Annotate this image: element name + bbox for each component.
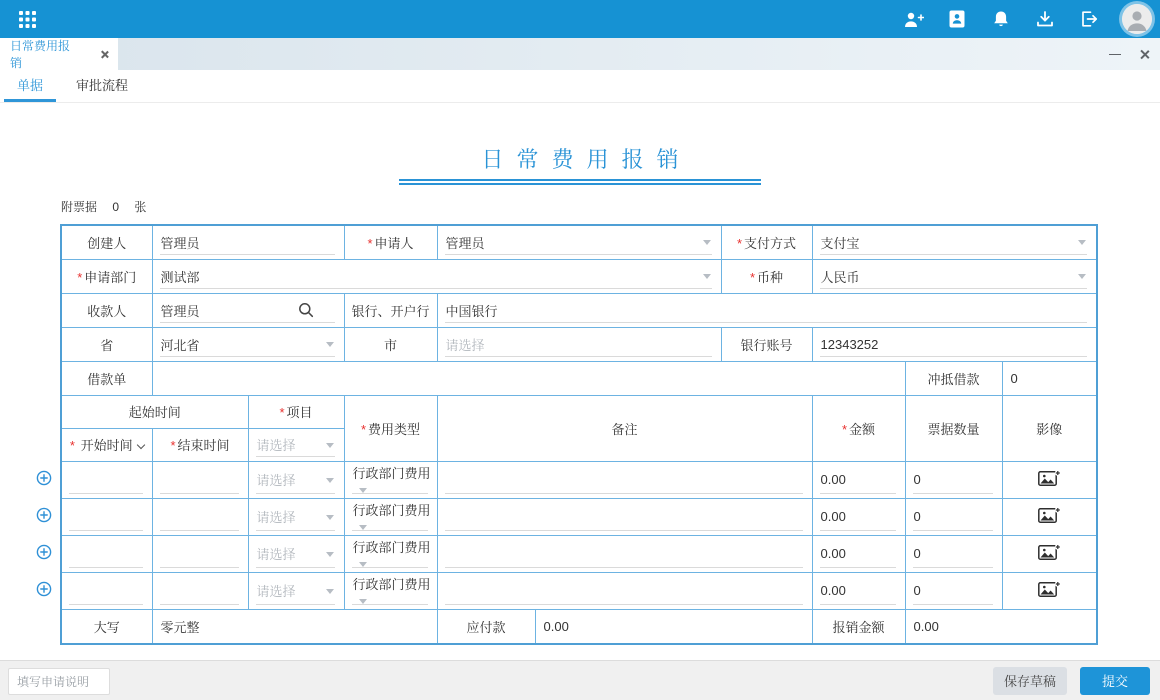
start-time-header: * 开始时间 [61, 428, 152, 461]
chevron-down-icon [326, 515, 334, 520]
project-filter-select[interactable]: 请选择 [248, 428, 344, 461]
expense-row [61, 498, 1097, 535]
payable-value: 0.00 [535, 609, 812, 644]
payable-label: 应付款 [437, 609, 535, 644]
city-select[interactable]: 请选择 [437, 327, 721, 361]
contacts-book-icon[interactable] [946, 9, 968, 29]
document-tab[interactable] [0, 38, 118, 70]
amount-header: * 金额 [812, 395, 905, 461]
attachment-label: 附票据 [61, 200, 98, 214]
submit-button[interactable]: 提交 [1080, 667, 1150, 695]
loan-offset-label: 冲抵借款 [905, 361, 1002, 395]
add-row-button[interactable] [36, 544, 52, 560]
active-tab-indicator [4, 99, 56, 102]
loan-offset-field[interactable]: 0 [1002, 361, 1097, 395]
end-time-input[interactable] [152, 498, 248, 535]
top-bar [0, 0, 1160, 38]
expense-row [61, 572, 1097, 609]
expense-row [61, 535, 1097, 572]
bank-field[interactable]: 中国银行 [437, 293, 1097, 327]
image-header: 影像 [1002, 395, 1097, 461]
expense-form-table [60, 224, 1098, 645]
bank-account-field[interactable]: 12343252 [812, 327, 1097, 361]
chevron-down-icon [326, 552, 334, 557]
tab-strip [0, 38, 1160, 70]
add-row-button[interactable] [36, 581, 52, 597]
amount-input[interactable]: 0.00 [812, 498, 905, 535]
download-icon[interactable] [1034, 9, 1056, 29]
image-upload-button[interactable] [1002, 498, 1097, 535]
applicant-select[interactable]: 管理员 [437, 225, 721, 259]
image-icon [1038, 470, 1061, 487]
project-header: * 项目 [248, 395, 344, 428]
attachment-unit: 张 [134, 200, 147, 214]
ticket-count-input[interactable]: 0 [905, 572, 1002, 609]
pay-method-select[interactable]: 支付宝 [812, 225, 1097, 259]
applicant-label: * 申请人 [344, 225, 437, 259]
province-select[interactable]: 河北省 [152, 327, 344, 361]
apply-dept-select[interactable]: 测试部 [152, 259, 721, 293]
amount-input[interactable]: 0.00 [812, 461, 905, 498]
add-row-button[interactable] [36, 507, 52, 523]
start-time-input[interactable] [61, 498, 152, 535]
application-note-input[interactable] [8, 668, 110, 695]
tab-close-icon[interactable] [100, 50, 108, 59]
start-time-input[interactable] [61, 535, 152, 572]
project-select[interactable]: 请选择 [248, 461, 344, 498]
image-upload-button[interactable] [1002, 461, 1097, 498]
chevron-down-icon [703, 274, 711, 279]
chevron-down-icon [1078, 274, 1086, 279]
project-select[interactable]: 请选择 [248, 498, 344, 535]
ticket-count-header: 票据数量 [905, 395, 1002, 461]
ticket-count-input[interactable]: 0 [905, 461, 1002, 498]
image-upload-button[interactable] [1002, 535, 1097, 572]
remark-input[interactable] [437, 498, 812, 535]
apply-dept-label: * 申请部门 [61, 259, 152, 293]
chevron-down-icon [703, 240, 711, 245]
footer-bar [0, 660, 1160, 700]
reimburse-amount-label: 报销金额 [812, 609, 905, 644]
pay-method-label: * 支付方式 [721, 225, 812, 259]
creator-label: 创建人 [61, 225, 152, 259]
chevron-down-icon[interactable] [136, 441, 144, 449]
currency-label: * 币种 [721, 259, 812, 293]
image-icon [1038, 507, 1061, 524]
image-icon [1038, 581, 1061, 598]
city-label: 市 [344, 327, 437, 361]
title-underline [399, 179, 761, 187]
bell-icon[interactable] [990, 9, 1012, 29]
amount-in-words-label: 大写 [61, 609, 152, 644]
tab-document[interactable]: 单据 [16, 78, 43, 93]
add-row-button[interactable] [36, 470, 52, 486]
time-group-header: 起始时间 [61, 395, 248, 428]
amount-input[interactable]: 0.00 [812, 535, 905, 572]
amount-input[interactable]: 0.00 [812, 572, 905, 609]
image-upload-button[interactable] [1002, 572, 1097, 609]
end-time-header: * 结束时间 [152, 428, 248, 461]
end-time-input[interactable] [152, 535, 248, 572]
page-title: 日常费用报销 [481, 147, 692, 172]
project-select[interactable]: 请选择 [248, 535, 344, 572]
end-time-input[interactable] [152, 572, 248, 609]
tab-approval-flow[interactable]: 审批流程 [76, 78, 129, 93]
province-label: 省 [61, 327, 152, 361]
start-time-input[interactable] [61, 572, 152, 609]
end-time-input[interactable] [152, 461, 248, 498]
chevron-down-icon [326, 443, 334, 448]
project-select[interactable]: 请选择 [248, 572, 344, 609]
sub-tab-bar [0, 70, 1160, 103]
reimburse-amount-value: 0.00 [905, 609, 1097, 644]
bank-account-label: 银行账号 [721, 327, 812, 361]
remark-input[interactable] [437, 572, 812, 609]
attachment-count-line [61, 198, 146, 215]
window-close-icon[interactable] [1139, 49, 1150, 60]
add-user-icon[interactable] [902, 9, 924, 29]
remark-input[interactable] [437, 535, 812, 572]
expense-type-select[interactable]: 行政部门费用 [344, 461, 437, 498]
minimize-icon[interactable] [1109, 54, 1121, 55]
payee-label: 收款人 [61, 293, 152, 327]
attachment-count: 0 [112, 200, 120, 214]
expense-type-select[interactable]: 行政部门费用 [344, 572, 437, 609]
search-icon[interactable] [298, 302, 314, 318]
bank-label: 银行、开户行 [344, 293, 437, 327]
remark-header: 备注 [437, 395, 812, 461]
payee-field[interactable]: 管理员 [152, 293, 344, 327]
amount-in-words-value: 零元整 [152, 609, 437, 644]
document-tab-label: 日常费用报销 [10, 39, 71, 70]
save-draft-button[interactable]: 保存草稿 [993, 667, 1067, 695]
chevron-down-icon [326, 342, 334, 347]
currency-select[interactable]: 人民币 [812, 259, 1097, 293]
chevron-down-icon [326, 478, 334, 483]
loan-doc-label: 借款单 [61, 361, 152, 395]
expense-type-header: * 费用类型 [344, 395, 437, 461]
expense-row [61, 461, 1097, 498]
user-avatar[interactable] [1122, 4, 1152, 34]
remark-input[interactable] [437, 461, 812, 498]
creator-field[interactable]: 管理员 [152, 225, 344, 259]
start-time-input[interactable] [61, 461, 152, 498]
ticket-count-input[interactable]: 0 [905, 498, 1002, 535]
chevron-down-icon [1078, 240, 1086, 245]
chevron-down-icon [326, 589, 334, 594]
loan-doc-field[interactable] [152, 361, 905, 395]
expense-type-select[interactable]: 行政部门费用 [344, 535, 437, 572]
apps-grid-icon[interactable] [16, 9, 38, 29]
image-icon [1038, 544, 1061, 561]
expense-type-select[interactable]: 行政部门费用 [344, 498, 437, 535]
logout-icon[interactable] [1078, 9, 1100, 29]
ticket-count-input[interactable]: 0 [905, 535, 1002, 572]
